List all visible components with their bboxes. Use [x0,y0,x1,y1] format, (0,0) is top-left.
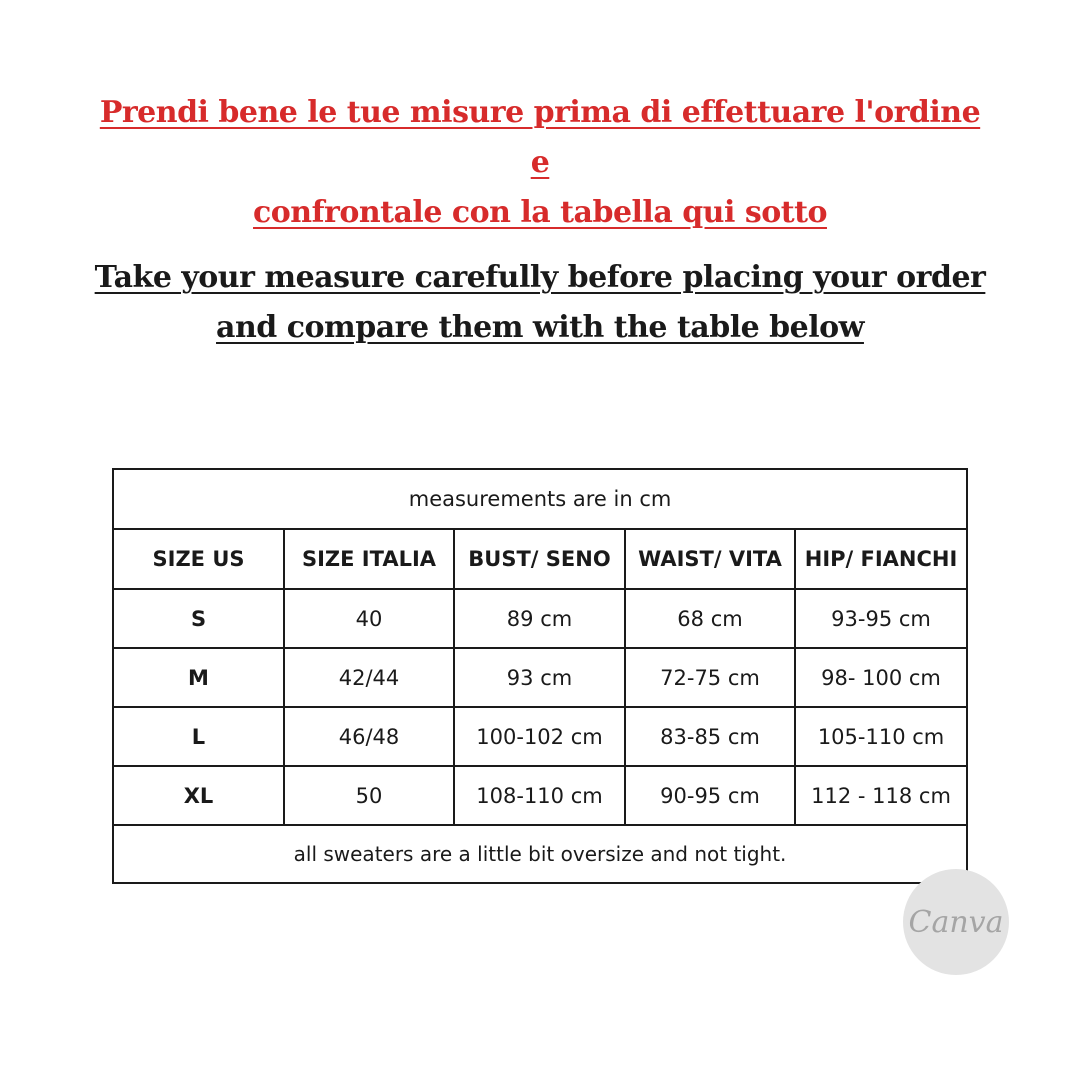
cell-size-italia: 42/44 [284,648,454,707]
canva-watermark-label: Canva [908,904,1004,940]
table-row [113,648,967,707]
cell-waist: 72-75 cm [625,648,795,707]
cell-bust: 100-102 cm [454,707,625,766]
table-note-row [113,825,967,883]
cell-waist: 68 cm [625,589,795,648]
size-chart-table [112,468,968,884]
table-note: all sweaters are a little bit oversize and not tight. [113,825,967,883]
cell-bust: 108-110 cm [454,766,625,825]
cell-size-italia: 50 [284,766,454,825]
cell-hip: 105-110 cm [795,707,967,766]
cell-size-italia: 46/48 [284,707,454,766]
cell-size-us: XL [113,766,284,825]
table-caption: measurements are in cm [113,469,967,529]
table-row [113,589,967,648]
italian-heading-line-1: Prendi bene le tue misure prima di effettuare l'ordine e [99,95,981,180]
canva-watermark-logo [903,869,1009,975]
table-header-row [113,529,967,589]
column-header-size-italia: SIZE ITALIA [284,529,454,589]
english-heading-line-1: Take your measure carefully before placing your order [94,260,986,295]
italian-heading-line-2: confrontale con la tabella qui sotto [253,195,827,230]
cell-hip: 112 - 118 cm [795,766,967,825]
italian-heading [90,88,990,238]
column-header-bust: BUST/ SENO [454,529,625,589]
column-header-size-us: SIZE US [113,529,284,589]
english-heading [90,253,990,353]
cell-bust: 93 cm [454,648,625,707]
cell-size-italia: 40 [284,589,454,648]
column-header-hip: HIP/ FIANCHI [795,529,967,589]
cell-size-us: S [113,589,284,648]
table-caption-row [113,469,967,529]
column-header-waist: WAIST/ VITA [625,529,795,589]
cell-size-us: M [113,648,284,707]
cell-bust: 89 cm [454,589,625,648]
cell-waist: 83-85 cm [625,707,795,766]
table-row [113,707,967,766]
english-heading-line-2: and compare them with the table below [216,310,864,345]
cell-waist: 90-95 cm [625,766,795,825]
cell-size-us: L [113,707,284,766]
cell-hip: 93-95 cm [795,589,967,648]
cell-hip: 98- 100 cm [795,648,967,707]
table-row [113,766,967,825]
